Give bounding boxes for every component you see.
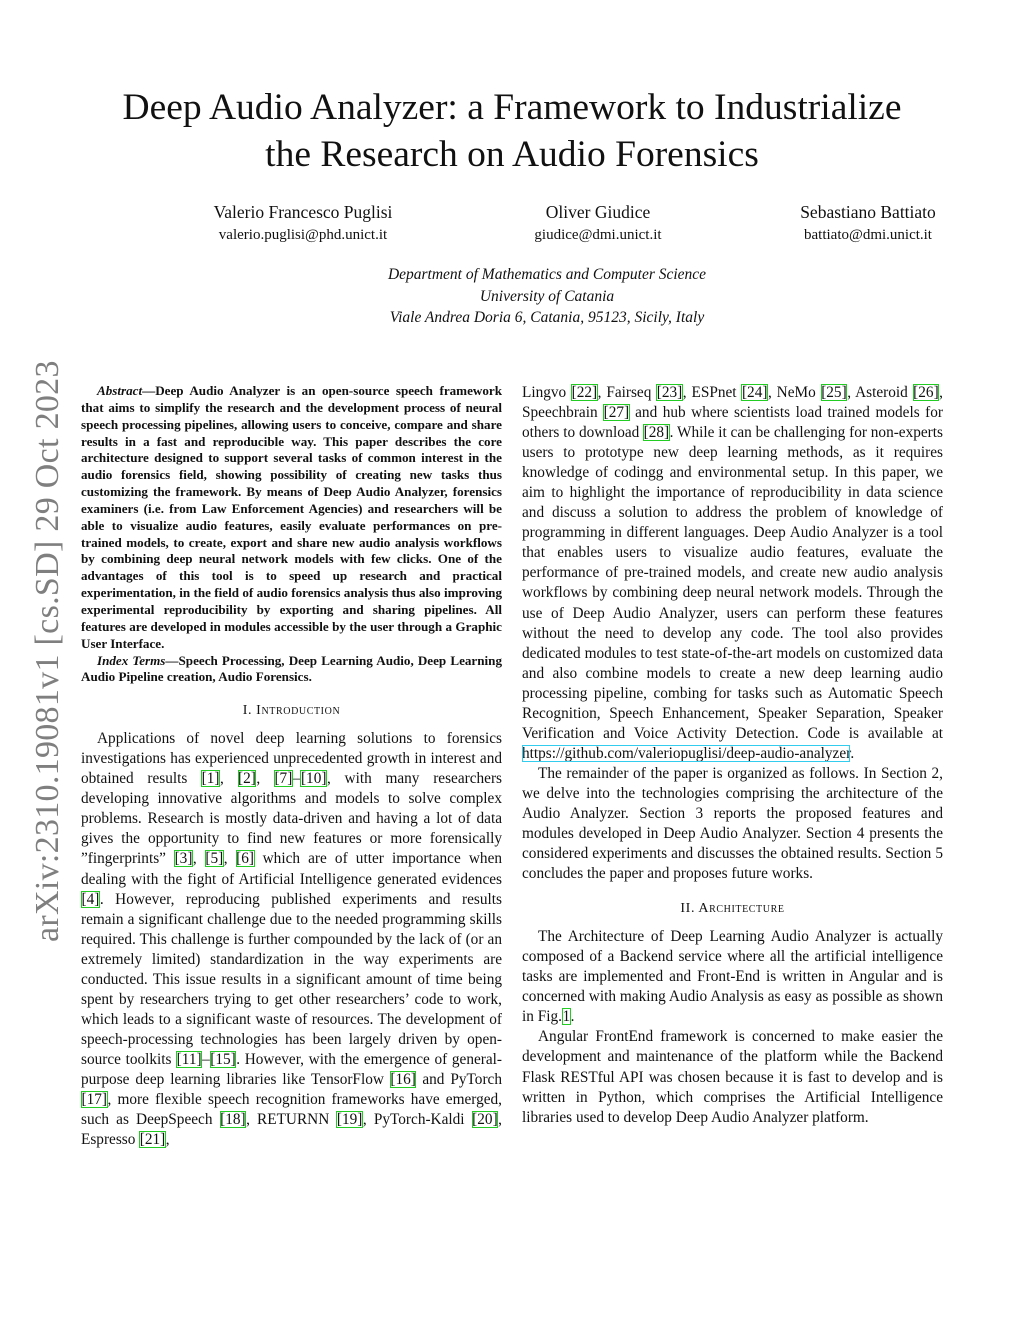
citation-link[interactable]: [25] xyxy=(821,384,847,401)
citation-link[interactable]: [4] xyxy=(81,890,100,908)
author-name: Sebastiano Battiato xyxy=(800,202,936,222)
abstract-text: —Deep Audio Analyzer is an open-source speech framework that aims to simplify the research and the development process of neural speech processing pipelines, allowing users to conceive, compare and share results in a fast and reproducible way. This paper describes the core architecture designed to support several tasks of common interest in the audio forensics field, showing possibility of creating new tasks thus customizing the framework. By means of Deep Audio Analyzer, forensics examiners (i.e. from Law Enforcement Agencies) and researchers will be able to visualize audio features, easily evaluate performances on pre-trained models, to create, export and share new audio analysis workflows by combining deep neural network models with few clicks. One of the advantages of this tool is to speed up research and practical experimentation, in the field of audio forensics analysis thus also improving experimental reproducibility by exporting and sharing pipelines. All features are developed in modules accessible by the user through a Graphic User Interface. xyxy=(81,383,502,651)
text-run: . However, reproducing published experiments and results remain a significant challenge due to the needed programming skills required. This challenge is further compounded by the lack of (or an extremely limited) standardization in the way experiments are conducted. This issue results in a significant amount of time being spent by researchers trying to get other researchers’ code to work, which leads to a significant waste of resources. The development of speech-processing technologies has been largely driven by open-source toolkits xyxy=(81,890,502,1068)
citation-link[interactable]: [15] xyxy=(210,1050,236,1068)
architecture-paragraph-1 xyxy=(522,927,943,1027)
citation-link[interactable]: [19] xyxy=(336,1111,363,1129)
text-run: – xyxy=(292,770,301,788)
author-block-2 xyxy=(500,201,696,246)
affiliation-university: University of Catania xyxy=(479,287,615,305)
github-repository-link[interactable]: https://github.com/valeriopuglisi/deep-audio-analyzer xyxy=(522,744,851,762)
text-run: , xyxy=(223,850,236,868)
section-heading-introduction: I. Introduction xyxy=(242,703,341,719)
intro-paragraph-1 xyxy=(81,729,502,1150)
text-run: – xyxy=(202,1050,210,1068)
paper-title-line-1: Deep Audio Analyzer: a Framework to Industrialize xyxy=(122,87,902,128)
affiliation-department: Department of Mathematics and Computer Science xyxy=(387,266,707,283)
text-run: , with many researchers developing innovative algorithms and models to solve complex problems. Research is mostly data-driven and having a lot of data gives the opportunity to find new features or more forensically ”fingerprints” xyxy=(81,770,502,868)
text-run: The Architecture of Deep Learning Audio Analyzer is actually composed of a Backend service where all the artificial intelligence tasks are implemented and Front-End is written in Angular and is concerned with making Audio Analysis as easy as possible as shown in Fig. xyxy=(522,928,943,1026)
citation-link[interactable]: [3] xyxy=(174,850,193,868)
text-run: , PyTorch-Kaldi xyxy=(362,1111,472,1129)
author-email: battiato@dmi.unict.it xyxy=(804,227,932,243)
text-run: . xyxy=(850,744,855,762)
citation-link[interactable]: [18] xyxy=(220,1111,246,1129)
text-run: . However, with the emergence of general-purpose deep learning libraries like TensorFlow xyxy=(81,1050,502,1088)
abstract-label: Abstract xyxy=(97,383,143,398)
text-run: Applications of novel deep learning solutions to forensics investigations has experienced unprecedented growth in interest and obtained results xyxy=(81,730,502,788)
citation-link[interactable]: [27] xyxy=(603,404,630,422)
index-terms-label: Index Terms xyxy=(97,652,166,668)
text-run: which are of utter importance when dealing with the fight of Artificial Intelligence generated evidences xyxy=(81,850,503,888)
citation-link[interactable]: [17] xyxy=(81,1091,107,1109)
intro-paragraph-2: The remainder of the paper is organized as follows. In Section 2, we delve into the technologies comprising the architecture of the Audio Analyzer. Section 3 reports the proposed features and modules developed in Deep Audio Analyzer. Section 4 presents the considered experiments and discusses the obtained results. Section 5 concludes the paper and proposes future works. xyxy=(522,764,943,883)
text-run: , RETURNN xyxy=(246,1111,337,1129)
author-block-1 xyxy=(190,201,416,246)
text-run: . While it can be challenging for non-experts users to prototype new deep learning methods, as it requires knowledge of codingg and environmental setup. In this paper, we aim to highlight the importance of reproducibility in data science and discuss a solution to address the problem of knowledge of programming in different languages. Deep Audio Analyzer is a tool that enables users to visualize audio features, evaluate the performance of pre-trained models, and create new audio analysis workflows by combining deep neural network models. Through the use of Deep Audio Analyzer, users can perform these features without the need to develop any code. The tool also provides dedicated modules to test state-of-the-art models on customized data and also combine models to create a new deep learning audio processing pipeline, combing for tasks such as Automatic Speech Recognition, Speech Enhancement, Speaker Separation, Speaker Verification and Voice Activity Detection. Code is available at xyxy=(522,424,943,742)
citation-link[interactable]: [28] xyxy=(643,424,670,442)
text-run: , xyxy=(192,850,205,868)
citation-link[interactable]: [26] xyxy=(913,384,939,401)
citation-link[interactable]: [23] xyxy=(656,384,683,401)
citation-link[interactable]: [1] xyxy=(201,770,220,788)
author-block-3 xyxy=(780,201,956,246)
figure-reference-link[interactable]: 1 xyxy=(562,1008,571,1026)
author-name: Oliver Giudice xyxy=(545,202,651,222)
citation-link[interactable]: [22] xyxy=(571,384,598,401)
text-run: , ESPnet xyxy=(682,384,742,401)
citation-link[interactable]: [11] xyxy=(176,1050,202,1068)
citation-link[interactable]: [16] xyxy=(390,1070,416,1088)
citation-link[interactable]: [5] xyxy=(205,850,224,868)
text-run: and PyTorch xyxy=(416,1070,502,1088)
text-run: Lingvo xyxy=(522,384,572,401)
text-run: , xyxy=(165,1131,170,1149)
text-run: , NeMo xyxy=(767,384,821,401)
citation-link[interactable]: [20] xyxy=(472,1111,498,1129)
author-email: valerio.puglisi@phd.unict.it xyxy=(218,227,388,243)
citation-link[interactable]: [24] xyxy=(741,384,768,401)
text-run: . xyxy=(570,1008,575,1026)
text-run: , xyxy=(256,770,274,788)
author-email: giudice@dmi.unict.it xyxy=(534,227,662,243)
affiliation-address: Viale Andrea Doria 6, Catania, 95123, Sicily, Italy xyxy=(389,309,705,326)
paper-title-line-2: the Research on Audio Forensics xyxy=(265,134,759,175)
citation-link[interactable]: [10] xyxy=(300,770,327,788)
text-run: , more flexible speech recognition frameworks have emerged, such as DeepSpeech xyxy=(81,1091,502,1129)
text-run: , Asteroid xyxy=(847,384,913,401)
paper-title xyxy=(60,84,964,178)
text-run: , Speechbrain xyxy=(522,384,943,422)
section-heading-architecture: II. Architecture xyxy=(680,901,785,917)
intro-paragraph-1-continued xyxy=(522,383,943,764)
citation-link[interactable]: [2] xyxy=(238,770,256,788)
index-terms-text: —Speech Processing, Deep Learning Audio, Deep Learning Audio Pipeline creation, Audio Forensics. xyxy=(81,652,502,685)
index-terms xyxy=(81,653,502,687)
text-run: , xyxy=(219,770,238,788)
citation-link[interactable]: [21] xyxy=(139,1131,166,1149)
text-run: and hub where scientists load trained models for others to download xyxy=(522,404,943,442)
abstract xyxy=(81,383,502,653)
author-name: Valerio Francesco Puglisi xyxy=(213,202,393,222)
architecture-paragraph-2: Angular FrontEnd framework is concerned to make easier the development and maintenance of the platform while the Backend Flask RESTful API was chosen because it is fast to develop and is written in Python, which comprises the Artificial Intelligence libraries used to develop Deep Audio Analyzer platform. xyxy=(522,1028,943,1126)
affiliation-block xyxy=(300,264,794,329)
citation-link[interactable]: [7] xyxy=(274,770,293,788)
right-column xyxy=(522,383,943,1128)
text-run: , Fairseq xyxy=(597,384,657,401)
arxiv-identifier-stamp: arXiv:2310.19081v1 [cs.SD] 29 Oct 2023 xyxy=(29,360,66,942)
text-run: , Espresso xyxy=(81,1111,502,1149)
left-column xyxy=(81,383,502,1150)
citation-link[interactable]: [6] xyxy=(236,850,255,868)
